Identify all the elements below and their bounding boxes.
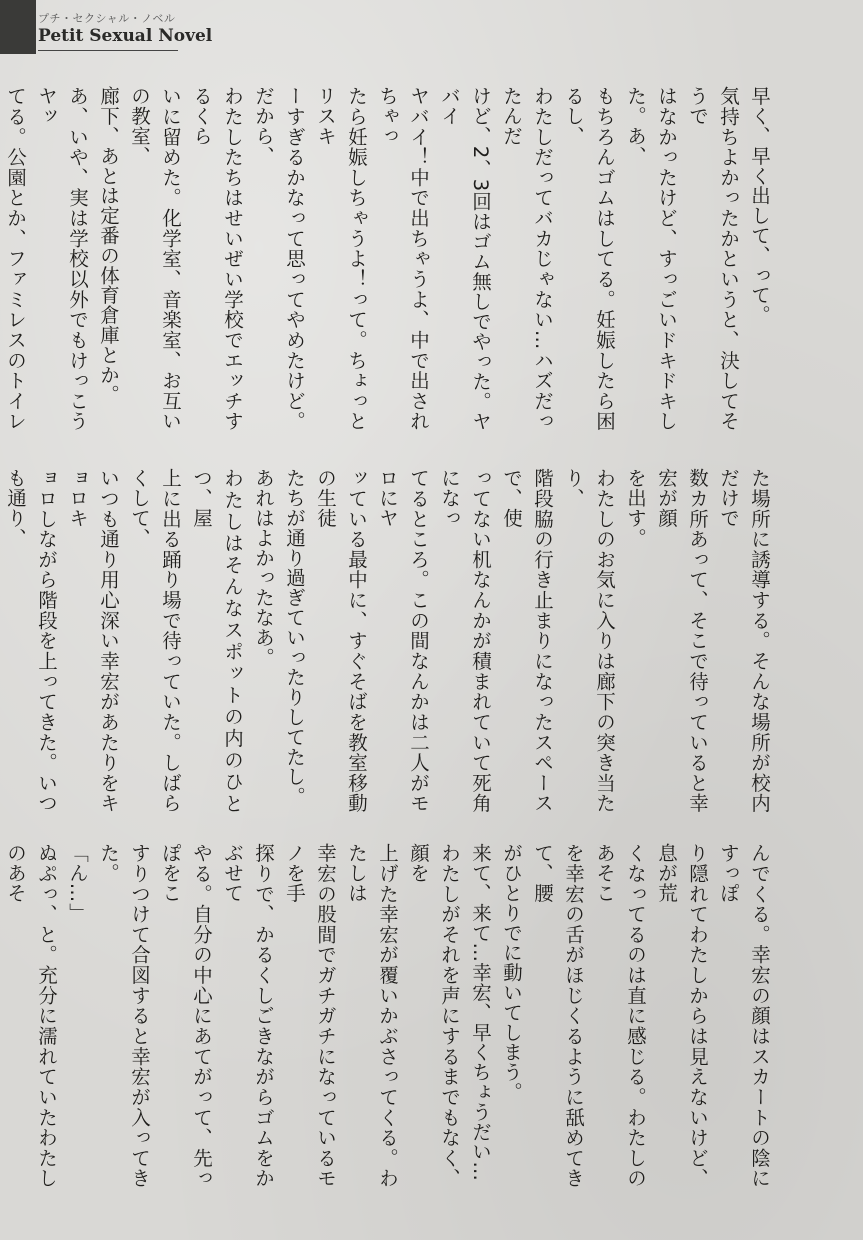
text-line: ってない机なんかが積まれていて死角になっ [438, 468, 492, 813]
text-line: てる。公園とか、ファミレスのトイレ [4, 86, 27, 431]
text-line: たら妊娠しちゃうよ！って。ちょっとリスキ [314, 86, 368, 431]
text-line: 早く、早く出して、って。 [748, 86, 771, 325]
text-line: 「ん…」 [66, 843, 89, 923]
text-line: くなってるのは直に感じる。わたしのあそこ [593, 843, 647, 1188]
header-title: Petit Sexual Novel [38, 26, 213, 46]
text-line: を幸宏の舌がほじくるように舐めてきて、腰 [531, 843, 585, 1188]
text-line: はなかったけど、すっごいドキドキした。あ、 [624, 86, 678, 431]
text-line: いに留めた。化学室、音楽室、お互いの教室、 [128, 86, 182, 431]
text-line: ーすぎるかなって思ってやめたけど。だから、 [252, 86, 306, 431]
text-line: 廊下、あとは定番の体育倉庫とか。 [97, 86, 120, 405]
header-underline [38, 50, 178, 51]
text-line: わたしがそれを声にするまでもなく、顔を [407, 843, 461, 1188]
text-block-middle [4, 468, 775, 813]
text-line: わたしたちはせいぜい学校でエッチするくら [190, 86, 244, 431]
text-line: ヤバイ！中で出ちゃうよ、中で出されちゃっ [376, 86, 430, 431]
text-line: ぬぷっ、と。充分に濡れていたわたしのあそ [4, 843, 58, 1188]
text-line: わたしはそんなスポットの内のひとつ、屋 [190, 468, 244, 813]
text-line: いつも通り用心深い幸宏があたりをキョロキ [66, 468, 120, 813]
text-line: を出す。 [624, 468, 647, 548]
text-line: わたしのお気に入りは廊下の突き当たり、 [562, 468, 616, 813]
text-line: もちろんゴムはしてる。妊娠したら困るし、 [562, 86, 616, 431]
text-line: 来て、来て…幸宏、早くちょうだい… [469, 843, 492, 1182]
text-block-bottom [4, 843, 775, 1188]
text-line: すりつけて合図すると幸宏が入ってきた。 [97, 843, 151, 1188]
text-line: 上に出る踊り場で待っていた。しばらくして、 [128, 468, 182, 813]
text-line: わたしだってバカじゃない…ハズだったんだ [500, 86, 554, 431]
text-line: 探りで、かるくしごきながらゴムをかぶせて [221, 843, 275, 1188]
header-tab-bar [0, 0, 36, 54]
text-line: ッている最中に、すぐそばを教室移動の生徒 [314, 468, 368, 813]
text-line: やる。自分の中心にあてがって、先っぽをこ [159, 843, 213, 1188]
text-line: んでくる。幸宏の顔はスカートの陰にすっぽ [717, 843, 771, 1188]
text-line: あれはよかったなあ。 [252, 468, 275, 667]
page-header [0, 0, 213, 56]
text-line: ョロしながら階段を上ってきた。いつも通り、 [4, 468, 58, 813]
text-line: けど、2、3回はゴム無しでやった。ヤバイ [438, 86, 492, 431]
text-line: てるところ。この間なんかは二人がモロにヤ [376, 468, 430, 813]
text-line: 数カ所あって、そこで待っていると幸宏が顔 [655, 468, 709, 813]
text-line: 気持ちよかったかというと、決してそうで [686, 86, 740, 431]
header-kana-label: プチ・セクシャル・ノベル [38, 12, 176, 25]
text-line: 階段脇の行き止まりになったスペースで、使 [500, 468, 554, 813]
text-line: た場所に誘導する。そんな場所が校内だけで [717, 468, 771, 813]
text-line: 上げた幸宏が覆いかぶさってくる。わたしは [345, 843, 399, 1188]
text-line: り隠れてわたしからは見えないけど、息が荒 [655, 843, 709, 1188]
text-line: 幸宏の股間でガチガチになっているモノを手 [283, 843, 337, 1188]
text-line: がひとりでに動いてしまう。 [500, 843, 523, 1102]
text-line: たちが通り過ぎていったりしてたし。 [283, 468, 306, 807]
text-block-top [4, 86, 775, 431]
text-line: あ、いや、実は学校以外でもけっこうヤッ [35, 86, 89, 431]
